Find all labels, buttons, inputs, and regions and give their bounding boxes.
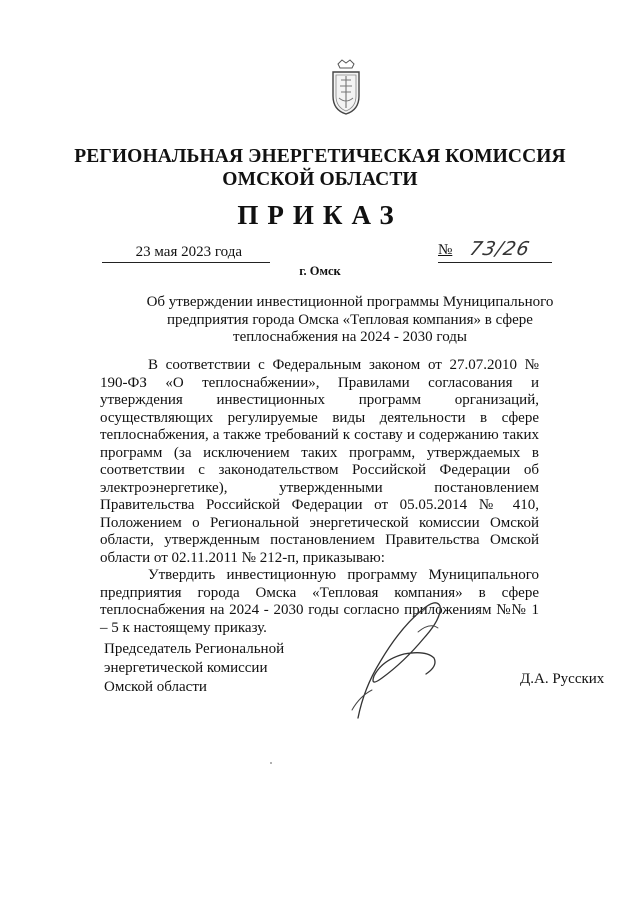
signatory-name: Д.А. Русских — [520, 671, 605, 687]
document-date: 23 мая 2023 года — [102, 242, 270, 263]
document-city: г. Омск — [299, 264, 341, 278]
number-value: 73/26 — [467, 238, 533, 260]
position-line-2: энергетической комиссии — [104, 660, 268, 676]
position-line-3: Омской области — [104, 679, 207, 695]
scan-speck — [270, 762, 272, 764]
body-paragraph-1: В соответствии с Федеральным законом от 27.07.2010 № 190-ФЗ «О теплоснабжении», Правилами согласования и утверждения инвестиционных программ организаций, осуществляющих регулируемые виды деятельности в сфере теплоснабжения, а также требований к составу и содержанию таких программ (за исключением таких программ, утверждаемых в соответствии с законодательством Российской Федерации об электроэнергетике), утвержденными постановлением Правительства Российской Федерации от 05.05.2014 № 410, Положением о Региональной энергетической комиссии Омской области, утвержденным постановлением Правительства Омской области от 02.11.2011 № 212-п, приказываю: — [100, 357, 539, 566]
handwritten-signature — [330, 592, 480, 722]
organization-name-line2: ОМСКОЙ ОБЛАСТИ — [222, 169, 418, 190]
signatory-position — [104, 640, 284, 697]
position-line-1: Председатель Региональной — [104, 641, 285, 657]
organization-name-line1: РЕГИОНАЛЬНАЯ ЭНЕРГЕТИЧЕСКАЯ КОМИССИЯ — [74, 146, 566, 167]
body-paragraph-2: Утвердить инвестиционную программу Муниципального предприятия города Омска «Тепловая компания» в сфере теплоснабжения на 2024 - 2030 годы согласно приложениям №№ 1 – 5 к настоящему приказу. — [100, 567, 539, 636]
number-sign: № — [438, 242, 453, 258]
document-type: ПРИКАЗ — [237, 200, 403, 230]
omsk-coat-of-arms-icon — [330, 58, 362, 116]
document-title: Об утверждении инвестиционной программы Муниципального предприятия города Омска «Тепловая компания» в сфере теплоснабжения на 2024 - 2030 годы — [146, 294, 554, 345]
document-number — [438, 240, 552, 263]
